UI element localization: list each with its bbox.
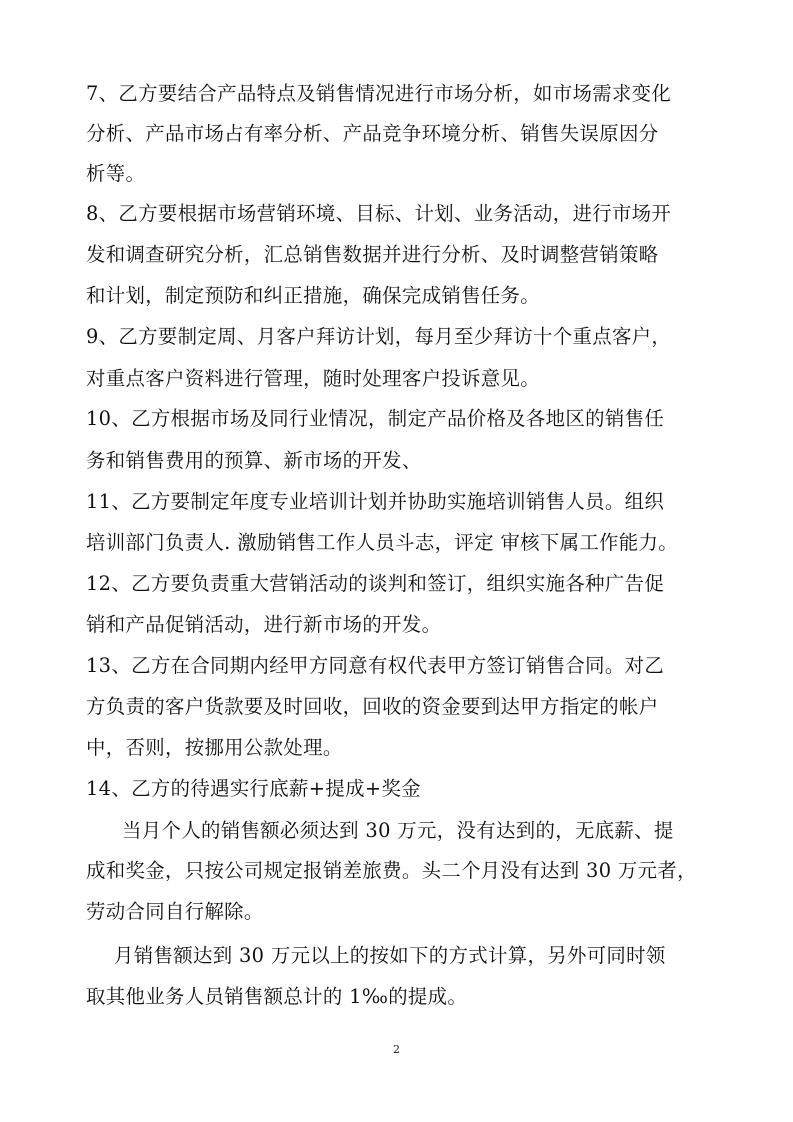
page-number: 2 (393, 1043, 400, 1056)
text-line: 12、乙方要负责重大营销活动的谈判和签订，组织实施各种广告促 (86, 572, 665, 595)
text-line: 对重点客户资料进行管理，随时处理客户投诉意见。 (86, 367, 541, 390)
text-line: 培训部门负责人. 激励销售工作人员斗志，评定 审核下属工作能力。 (86, 531, 679, 554)
text-line-indented: 当月个人的销售额必须达到 30 万元，没有达到的，无底薪、提 (122, 819, 674, 842)
text-line: 和计划，制定预防和纠正措施，确保完成销售任务。 (86, 284, 541, 307)
text-line: 11、乙方要制定年度专业培训计划并协助实施培训销售人员。组织 (86, 490, 665, 513)
text-line: 13、乙方在合同期内经甲方同意有权代表甲方签订销售合同。对乙 (86, 654, 665, 677)
text-line: 7、乙方要结合产品特点及销售情况进行市场分析，如市场需求变化 (86, 82, 672, 105)
text-line: 务和销售费用的预算、新市场的开发、 (86, 449, 422, 472)
text-line: 成和奖金，只按公司规定报销差旅费。头二个月没有达到 30 万元者， (86, 859, 697, 882)
text-line: 销和产品促销活动，进行新市场的开发。 (86, 613, 442, 636)
text-line: 8、乙方要根据市场营销环境、目标、计划、业务活动，进行市场开 (86, 202, 672, 225)
text-line: 劳动合同自行解除。 (86, 900, 264, 923)
text-line: 析等。 (86, 162, 146, 185)
text-line: 中，否则，按挪用公款处理。 (86, 736, 343, 759)
text-line: 分析、产品市场占有率分析、产品竞争环境分析、销售失误原因分 (86, 122, 659, 145)
text-line: 发和调查研究分析，汇总销售数据并进行分析、及时调整营销策略 (86, 243, 659, 266)
text-line: 9、乙方要制定周、月客户拜访计划，每月至少拜访十个重点客户， (86, 325, 672, 348)
text-line-indented: 月销售额达到 30 万元以上的按如下的方式计算，另外可同时领 (114, 944, 666, 967)
text-line: 10、乙方根据市场及同行业情况，制定产品价格及各地区的销售任 (86, 407, 665, 430)
text-line: 14、乙方的待遇实行底薪+提成+奖金 (86, 777, 421, 800)
text-line: 取其他业务人员销售额总计的 1‰的提成。 (86, 985, 468, 1008)
text-line: 方负责的客户货款要及时回收，回收的资金要到达甲方指定的帐户 (86, 695, 659, 718)
